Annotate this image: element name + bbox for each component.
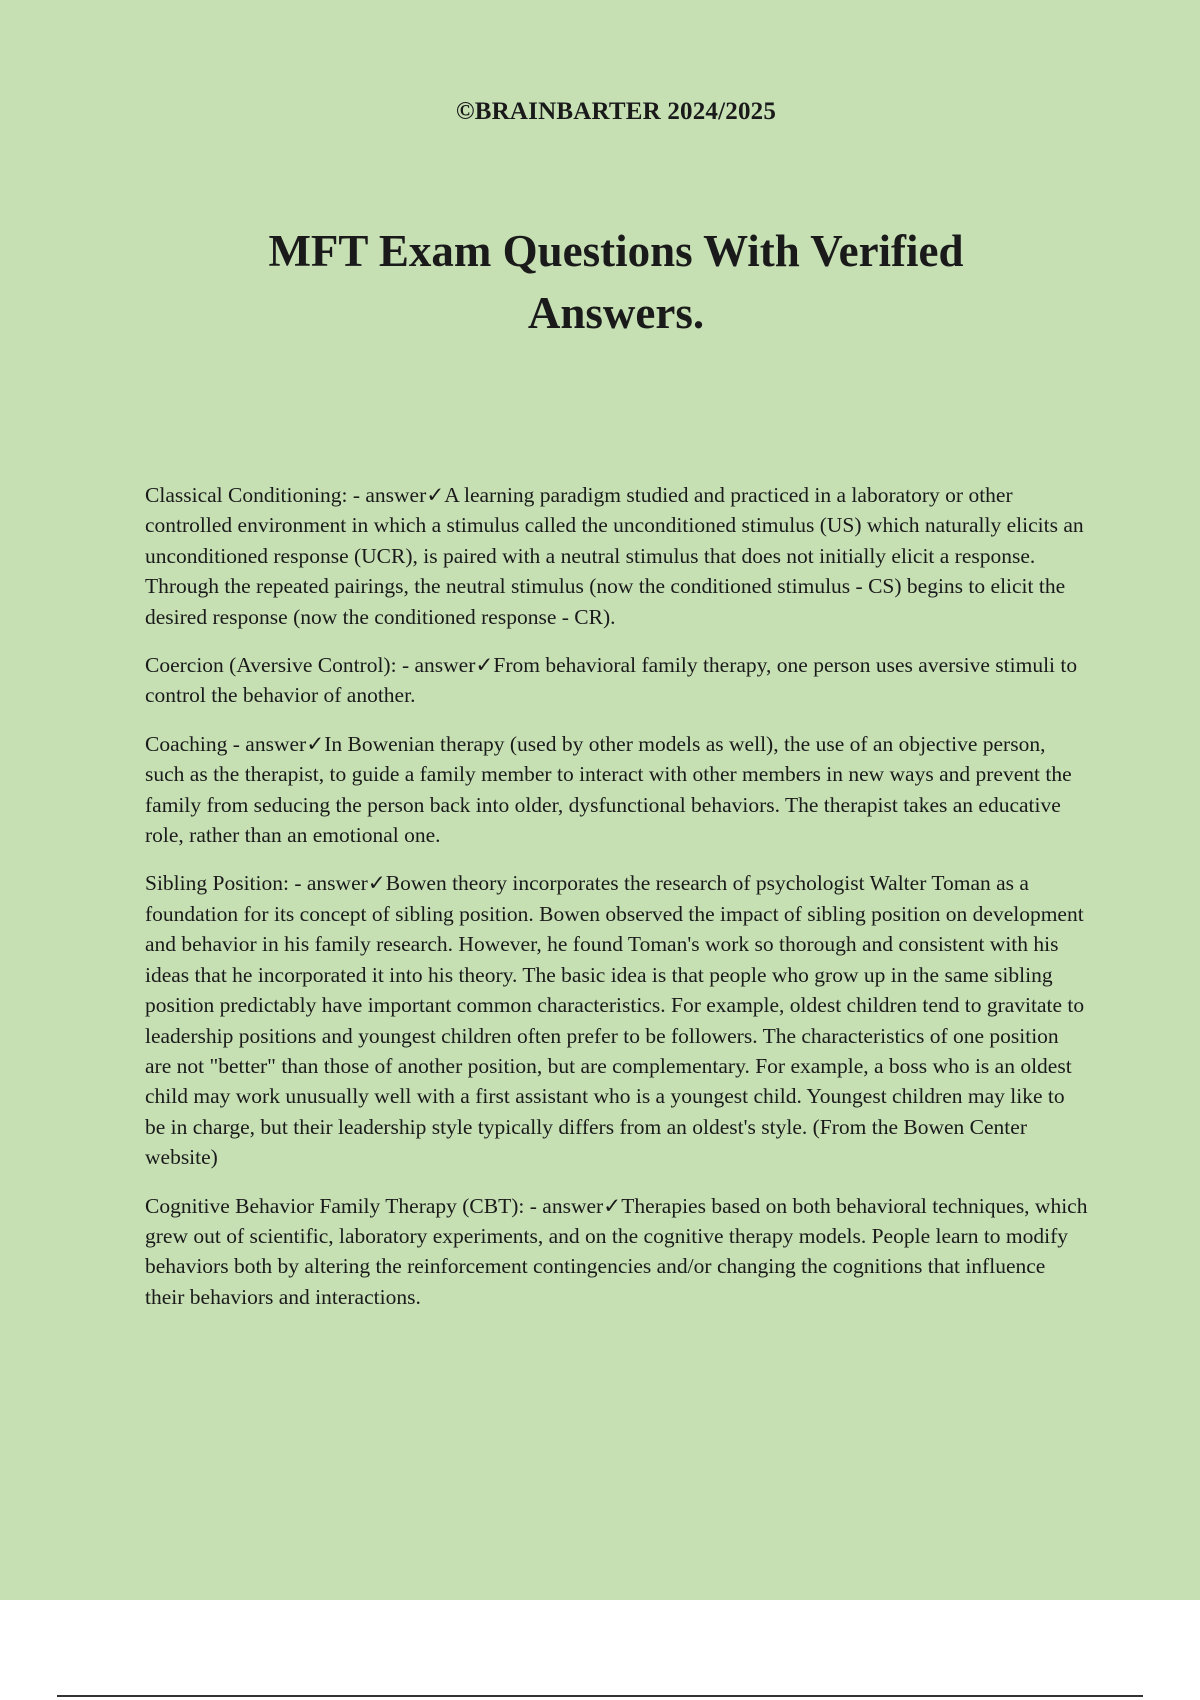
qa-entry-sibling-position: Sibling Position: - answer✓Bowen theory incorporates the research of psychologist Walter Toman as a foundation for its concept of sibling position. Bowen observed the impact of sibling position on development and behavior in his family research. However, he found Toman's work so thorough and consistent with his ideas that he incorporated it into his theory. The basic idea is that people who grow up in the same sibling position predictably have important common characteristics. For example, oldest children tend to gravitate to leadership positions and youngest children often prefer to be followers. The characteristics of one position are not "better" than those of another position, but are complementary. For example, a boss who is an oldest child may work unusually well with a first assistant who is a youngest child. Youngest children may like to be in charge, but their leadership style typically differs from an oldest's style. (From the Bowen Center website) [145, 871, 1085, 1170]
document-title-line-2: Answers. [527, 288, 705, 338]
qa-entry-classical-conditioning: Classical Conditioning: - answer✓A learning paradigm studied and practiced in a laboratory or other controlled environment in which a stimulus called the unconditioned stimulus (US) which naturally elicits an unconditioned response (UCR), is paired with a neutral stimulus that does not initially elicit a response. Through the repeated pairings, the neutral stimulus (now the conditioned stimulus - CS) begins to elicit the desired response (now the conditioned response - CR). [145, 483, 1084, 629]
qa-entry-coaching: Coaching - answer✓In Bowenian therapy (used by other models as well), the use of an objective person, such as the therapist, to guide a family member to interact with other members in new ways and prevent the family from seducing the person back into older, dysfunctional behaviors. The therapist takes an educative role, rather than an emotional one. [145, 731, 1072, 848]
document-title [0, 220, 1200, 344]
qa-entry-cognitive-behavior-family-therapy: Cognitive Behavior Family Therapy (CBT): - answer✓Therapies based on both behavioral techniques, which grew out of scientific, laboratory experiments, and on the cognitive therapy models. People learn to modify behaviors both by altering the reinforcement contingencies and/or changing the cognitions that influence their behaviors and interactions. [145, 1193, 1088, 1309]
qa-content [145, 480, 1090, 1330]
document-title-line-1: MFT Exam Questions With Verified [268, 226, 964, 276]
footer-divider [57, 1695, 1143, 1697]
qa-entry-coercion: Coercion (Aversive Control): - answer✓From behavioral family therapy, one person uses aversive stimuli to control the behavior of another. [145, 653, 1078, 708]
copyright-header: ©BRAINBARTER 2024/2025 [455, 98, 777, 125]
